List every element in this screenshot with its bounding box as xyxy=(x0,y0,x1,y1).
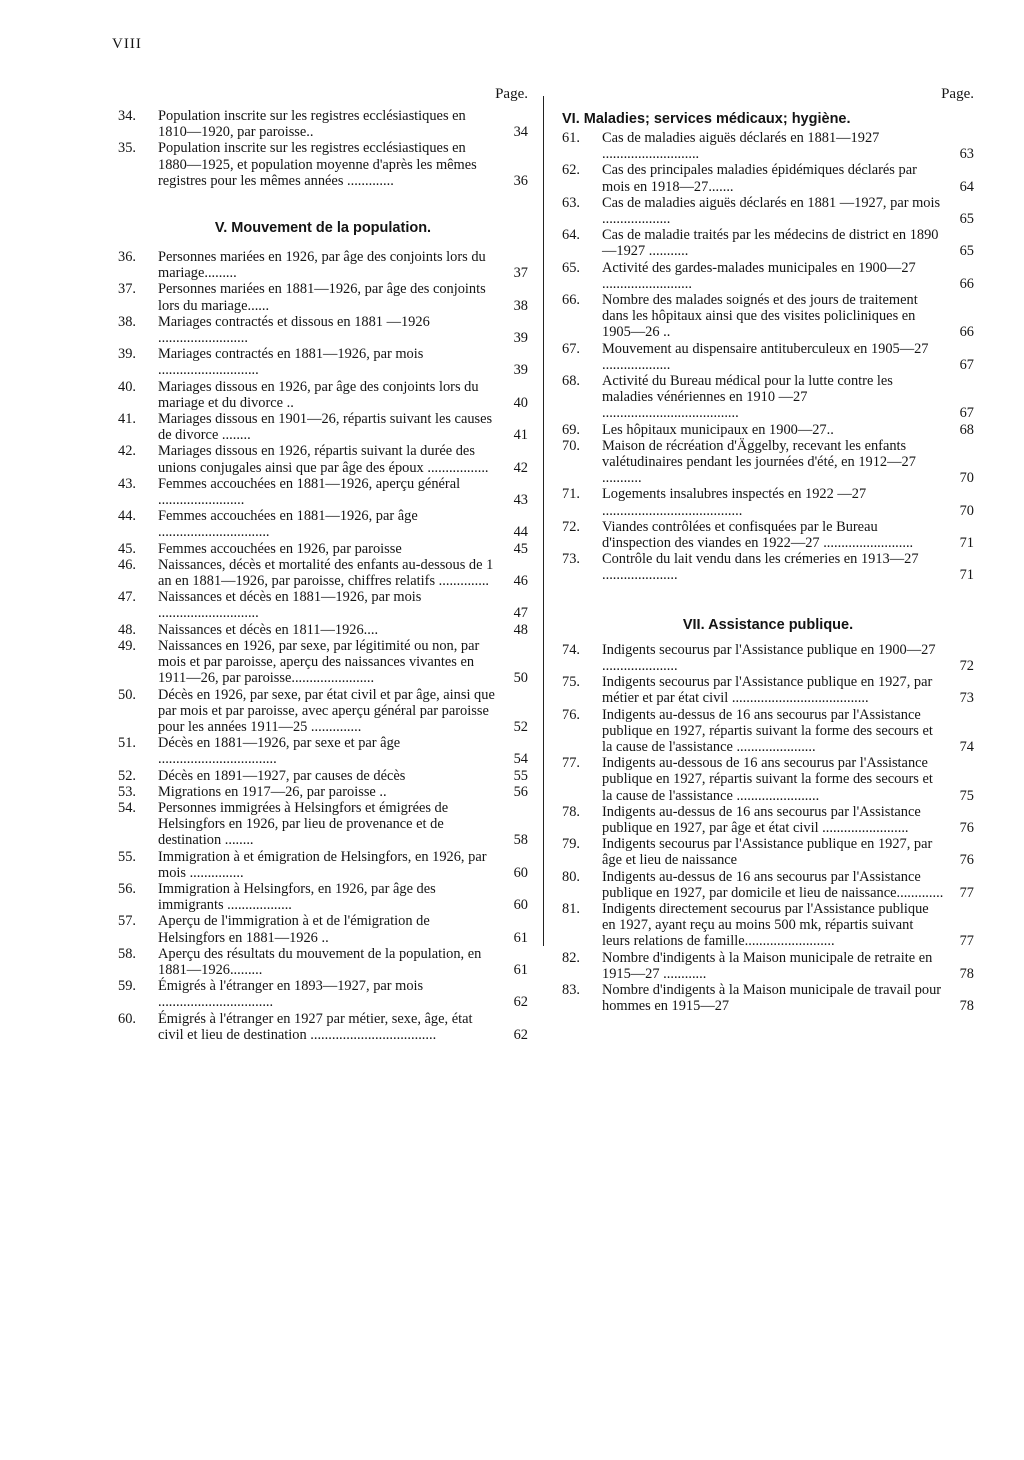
entry-number: 40. xyxy=(118,378,136,395)
entry-number: 53. xyxy=(118,783,136,800)
entry-number: 71. xyxy=(562,486,580,503)
entry-number: 65. xyxy=(562,259,580,276)
toc-entry xyxy=(562,486,974,518)
toc-entry xyxy=(562,642,974,674)
entry-title: Nombre d'indigents à la Maison municipale de retraite en 1915—27 ............ xyxy=(602,949,933,982)
entry-list xyxy=(562,642,974,1015)
toc-entry xyxy=(562,373,974,422)
entry-title: Mariages contractés et dissous en 1881 —1926 ......................... xyxy=(158,313,430,347)
entry-title: Naissances et décès en 1881—1926, par mois ............................ xyxy=(158,589,422,622)
entry-title: Indigents secourus par l'Assistance publique en 1927, par métier et par état civil ...................................... xyxy=(602,674,933,707)
entry-number: 62. xyxy=(562,162,580,179)
toc-entry xyxy=(562,519,974,551)
entry-number: 70. xyxy=(562,437,580,454)
entry-title: Décès en 1926, par sexe, par état civil et par âge, ainsi que par mois et par paroisse, avec aperçu général par paroisse pour les années 1911—25 .............. xyxy=(158,686,495,735)
entry-number: 51. xyxy=(118,735,136,752)
page-number-label: VIII xyxy=(112,36,142,52)
entry-title: Indigents au-dessus de 16 ans secourus par l'Assistance publique en 1927, par âge et état civil ........................ xyxy=(602,803,921,836)
entry-title: Nombre des malades soignés et des jours de traitement dans les hôpitaux ainsi que des visites policliniques en 1905—26 .. xyxy=(602,292,918,341)
entry-page: 67 xyxy=(959,356,974,373)
entry-page: 75 xyxy=(959,787,974,804)
entry-page: 61 xyxy=(513,929,528,946)
toc-entry xyxy=(562,707,974,756)
entry-title: Logements insalubres inspectés en 1922 —27 ....................................... xyxy=(602,486,867,519)
entry-number: 60. xyxy=(118,1010,136,1027)
toc-entry xyxy=(118,249,528,281)
entry-title: Indigents au-dessous de 16 ans secourus par l'Assistance publique en 1927, répartis suivant la forme des secours et la cause de l'assistance ....................... xyxy=(602,755,933,804)
toc-entry xyxy=(118,735,528,767)
entry-number: 35. xyxy=(118,140,136,157)
entry-list xyxy=(562,130,974,584)
entry-page: 77 xyxy=(959,884,974,901)
entry-title: Maison de récréation d'Äggelby, recevant les enfants valétudinaires pendant les journées d'été, en 1912—27 ........... xyxy=(602,437,916,487)
toc-entry xyxy=(118,768,528,784)
toc-entry xyxy=(118,476,528,508)
entry-number: 59. xyxy=(118,978,136,995)
toc-entry xyxy=(562,438,974,487)
entry-page: 62 xyxy=(513,994,528,1011)
toc-entry xyxy=(562,292,974,341)
entry-number: 56. xyxy=(118,880,136,897)
entry-page: 44 xyxy=(513,524,528,541)
entry-number: 79. xyxy=(562,836,580,853)
entry-number: 61. xyxy=(562,130,580,146)
toc-entry xyxy=(118,881,528,913)
toc-entry xyxy=(562,869,974,901)
entry-page: 64 xyxy=(959,178,974,195)
entry-title: Mariages dissous en 1926, par âge des conjoints lors du mariage et du divorce .. xyxy=(158,378,479,411)
entry-title: Mariages contractés en 1881—1926, par mois ............................ xyxy=(158,346,424,379)
entry-number: 82. xyxy=(562,949,580,966)
column-divider xyxy=(543,96,544,946)
toc-entry xyxy=(118,1011,528,1043)
entry-title: Immigration à Helsingfors, en 1926, par âge des immigrants .................. xyxy=(158,880,436,914)
entry-title: Femmes accouchées en 1926, par paroisse xyxy=(158,540,402,557)
entry-list xyxy=(118,249,528,1043)
entry-page: 38 xyxy=(513,297,528,314)
toc-entry xyxy=(118,687,528,736)
entry-page: 63 xyxy=(959,146,974,163)
toc-entry xyxy=(118,784,528,800)
entry-number: 81. xyxy=(562,900,580,917)
entry-page: 58 xyxy=(513,832,528,849)
entry-title: Population inscrite sur les registres ecclésiastiques en 1880—1925, et population moyenne d'après les mêmes registres pour les mêmes années ............. xyxy=(158,140,477,189)
entry-page: 37 xyxy=(513,265,528,282)
entry-title: Viandes contrôlées et confisquées par le Bureau d'inspection des viandes en 1922—27 ......................... xyxy=(602,518,914,552)
entry-number: 54. xyxy=(118,799,136,816)
toc-entry xyxy=(118,800,528,849)
entry-title: Mouvement au dispensaire antituberculeux en 1905—27 ................... xyxy=(602,340,929,373)
entry-title: Indigents au-dessus de 16 ans secourus par l'Assistance publique en 1927, par domicile et lieu de naissance............. xyxy=(602,868,944,901)
entry-page: 55 xyxy=(513,767,528,784)
entry-number: 44. xyxy=(118,508,136,525)
entry-page: 45 xyxy=(513,540,528,557)
toc-entry xyxy=(562,804,974,836)
toc-entry xyxy=(118,946,528,978)
toc-entry xyxy=(118,508,528,540)
entry-number: 48. xyxy=(118,621,136,638)
entry-page: 60 xyxy=(513,897,528,914)
toc-entry xyxy=(562,162,974,194)
entry-title: Population inscrite sur les registres ecclésiastiques en 1810—1920, par paroisse.. xyxy=(158,108,466,141)
toc-entry xyxy=(118,443,528,475)
toc-entry xyxy=(118,346,528,378)
entry-page: 66 xyxy=(959,324,974,341)
entry-title: Nombre d'indigents à la Maison municipale de travail pour hommes en 1915—27 xyxy=(602,981,942,1015)
entry-page: 70 xyxy=(959,502,974,519)
toc-entry xyxy=(118,411,528,443)
entry-title: Les hôpitaux municipaux en 1900—27.. xyxy=(602,421,834,438)
entry-page: 39 xyxy=(513,330,528,347)
toc-entry xyxy=(118,541,528,557)
entry-title: Cas de maladies aiguës déclarés en 1881—1927 ........................... xyxy=(602,130,880,163)
entry-number: 42. xyxy=(118,443,136,460)
entry-number: 68. xyxy=(562,373,580,390)
entry-title: Migrations en 1917—26, par paroisse .. xyxy=(158,783,387,800)
entry-page: 67 xyxy=(959,405,974,422)
toc-entry xyxy=(562,341,974,373)
entry-title: Naissances en 1926, par sexe, par légitimité ou non, par mois et par paroisse, aperçu des naissances vivantes en 1911—26, par paroisse....................... xyxy=(158,637,480,687)
entry-number: 75. xyxy=(562,674,580,691)
section-title-v: V. Mouvement de la population. xyxy=(214,220,432,237)
entry-title: Indigents secourus par l'Assistance publique en 1900—27 ..................... xyxy=(602,641,936,674)
entry-title: Aperçu de l'immigration à et de l'émigration de Helsingfors en 1881—1926 .. xyxy=(158,913,430,946)
entry-title: Contrôle du lait vendu dans les crémeries en 1913—27 ..................... xyxy=(602,551,919,584)
entry-page: 46 xyxy=(513,573,528,590)
toc-entry xyxy=(118,281,528,313)
entry-page: 34 xyxy=(513,124,528,141)
entry-page: 48 xyxy=(513,621,528,638)
toc-entry xyxy=(118,622,528,638)
entry-number: 73. xyxy=(562,551,580,568)
entry-title: Activité du Bureau médical pour la lutte contre les maladies vénériennes en 1910 —27 ...................................... xyxy=(602,373,893,422)
entry-page: 73 xyxy=(959,690,974,707)
entry-number: 64. xyxy=(562,227,580,244)
toc-entry xyxy=(562,950,974,982)
entry-title: Cas des principales maladies épidémiques déclarés par mois en 1918—27....... xyxy=(602,162,917,195)
entry-title: Décès en 1891—1927, par causes de décès xyxy=(158,767,406,784)
toc-entry xyxy=(118,557,528,589)
toc-entry xyxy=(562,130,974,162)
entry-page: 71 xyxy=(959,535,974,552)
entry-title: Émigrés à l'étranger en 1893—1927, par mois ................................ xyxy=(158,978,424,1011)
entry-page: 70 xyxy=(959,470,974,487)
entry-page: 76 xyxy=(959,819,974,836)
entry-page: 40 xyxy=(513,394,528,411)
entry-number: 36. xyxy=(118,249,136,266)
toc-left-column xyxy=(118,86,528,1043)
entry-number: 39. xyxy=(118,346,136,363)
entry-number: 50. xyxy=(118,686,136,703)
entry-page: 74 xyxy=(959,738,974,755)
toc-entry xyxy=(118,913,528,945)
entry-number: 69. xyxy=(562,421,580,438)
entry-number: 45. xyxy=(118,540,136,557)
entry-page: 62 xyxy=(513,1026,528,1043)
entry-number: 83. xyxy=(562,981,580,998)
toc-entry xyxy=(562,422,974,438)
entry-title: Mariages dissous en 1926, répartis suivant la durée des unions conjugales ainsi que par âge des époux ................. xyxy=(158,443,489,476)
toc-entry xyxy=(562,982,974,1014)
entry-page: 50 xyxy=(513,670,528,687)
entry-page: 68 xyxy=(959,421,974,438)
toc-entry xyxy=(118,140,528,189)
entry-page: 47 xyxy=(513,605,528,622)
entry-number: 43. xyxy=(118,475,136,492)
toc-entry xyxy=(118,978,528,1010)
entry-page: 72 xyxy=(959,657,974,674)
entry-title: Naissances et décès en 1811—1926.... xyxy=(158,621,379,638)
entry-page: 71 xyxy=(959,567,974,584)
toc-entry xyxy=(118,379,528,411)
entry-number: 37. xyxy=(118,281,136,298)
entry-title: Activité des gardes-malades municipales en 1900—27 ......................... xyxy=(602,259,916,292)
entry-title: Naissances, décès et mortalité des enfants au-dessous de 1 an en 1881—1926, par paroisse, chiffres relatifs .............. xyxy=(158,556,494,590)
entry-number: 80. xyxy=(562,868,580,885)
toc-entry xyxy=(562,195,974,227)
entry-title: Émigrés à l'étranger en 1927 par métier, sexe, âge, état civil et lieu de destination ................................... xyxy=(158,1010,473,1043)
entry-page: 78 xyxy=(959,965,974,982)
entry-number: 57. xyxy=(118,913,136,930)
section-title-vii: VII. Assistance publique. xyxy=(682,616,854,633)
entry-page: 36 xyxy=(513,172,528,189)
entry-page: 42 xyxy=(513,459,528,476)
entry-title: Femmes accouchées en 1881—1926, par âge ............................... xyxy=(158,508,418,541)
entry-number: 41. xyxy=(118,411,136,428)
entry-page: 52 xyxy=(513,718,528,735)
entry-number: 47. xyxy=(118,589,136,606)
entry-number: 55. xyxy=(118,848,136,865)
entry-title: Indigents directement secourus par l'Assistance publique en 1927, ayant reçu au moins 500 mk, répartis suivant leurs relations de famille......................... xyxy=(602,900,929,950)
toc-entry xyxy=(118,314,528,346)
entry-title: Mariages dissous en 1901—26, répartis suivant les causes de divorce ........ xyxy=(158,411,493,444)
entry-number: 38. xyxy=(118,313,136,330)
entry-list xyxy=(118,108,528,189)
entry-title: Femmes accouchées en 1881—1926, aperçu général ........................ xyxy=(158,475,461,509)
entry-title: Indigents secourus par l'Assistance publique en 1927, par âge et lieu de naissance xyxy=(602,836,933,869)
entry-number: 74. xyxy=(562,641,580,658)
toc-entry xyxy=(118,108,528,140)
toc-entry xyxy=(562,551,974,583)
entry-page: 56 xyxy=(513,783,528,800)
entry-number: 49. xyxy=(118,637,136,654)
toc-entry xyxy=(562,755,974,804)
entry-title: Immigration à et émigration de Helsingfors, en 1926, par mois ............... xyxy=(158,848,487,881)
page-column-header: Page. xyxy=(941,86,974,102)
entry-number: 77. xyxy=(562,755,580,772)
section-title-vi: VI. Maladies; services médicaux; hygiène. xyxy=(562,111,851,127)
toc-entry xyxy=(562,901,974,950)
entry-title: Cas de maladie traités par les médecins de district en 1890—1927 ........... xyxy=(602,227,939,260)
toc-right-column xyxy=(562,86,974,1014)
entry-page: 77 xyxy=(959,933,974,950)
entry-page: 78 xyxy=(959,998,974,1015)
entry-number: 46. xyxy=(118,556,136,573)
entry-number: 78. xyxy=(562,803,580,820)
toc-entry xyxy=(118,589,528,621)
entry-page: 65 xyxy=(959,243,974,260)
entry-page: 54 xyxy=(513,751,528,768)
entry-number: 58. xyxy=(118,945,136,962)
toc-entry xyxy=(562,260,974,292)
entry-number: 72. xyxy=(562,518,580,535)
entry-page: 39 xyxy=(513,362,528,379)
entry-page: 61 xyxy=(513,961,528,978)
entry-number: 34. xyxy=(118,108,136,124)
entry-title: Personnes immigrées à Helsingfors et émigrées de Helsingfors en 1926, par lieu de provenance et de destination ........ xyxy=(158,799,449,849)
toc-entry xyxy=(562,674,974,706)
entry-title: Personnes mariées en 1881—1926, par âge des conjoints lors du mariage...... xyxy=(158,281,486,314)
entry-page: 76 xyxy=(959,852,974,869)
entry-title: Personnes mariées en 1926, par âge des conjoints lors du mariage......... xyxy=(158,249,486,282)
entry-title: Indigents au-dessus de 16 ans secourus par l'Assistance publique en 1927, répartis suivant la forme des secours et la cause de l'assistance ...................... xyxy=(602,706,933,755)
entry-number: 76. xyxy=(562,706,580,723)
entry-page: 65 xyxy=(959,211,974,228)
entry-number: 52. xyxy=(118,767,136,784)
entry-page: 43 xyxy=(513,492,528,509)
entry-number: 67. xyxy=(562,340,580,357)
entry-title: Aperçu des résultats du mouvement de la population, en 1881—1926......... xyxy=(158,945,482,978)
entry-page: 60 xyxy=(513,864,528,881)
entry-number: 63. xyxy=(562,194,580,211)
toc-entry xyxy=(562,227,974,259)
page-column-header: Page. xyxy=(495,86,528,102)
entry-page: 66 xyxy=(959,275,974,292)
toc-entry xyxy=(562,836,974,868)
entry-number: 66. xyxy=(562,292,580,309)
entry-title: Cas de maladies aiguës déclarés en 1881 —1927, par mois ................... xyxy=(602,194,941,228)
entry-title: Décès en 1881—1926, par sexe et par âge ................................. xyxy=(158,735,401,768)
toc-entry xyxy=(118,638,528,687)
toc-entry xyxy=(118,849,528,881)
entry-page: 41 xyxy=(513,427,528,444)
